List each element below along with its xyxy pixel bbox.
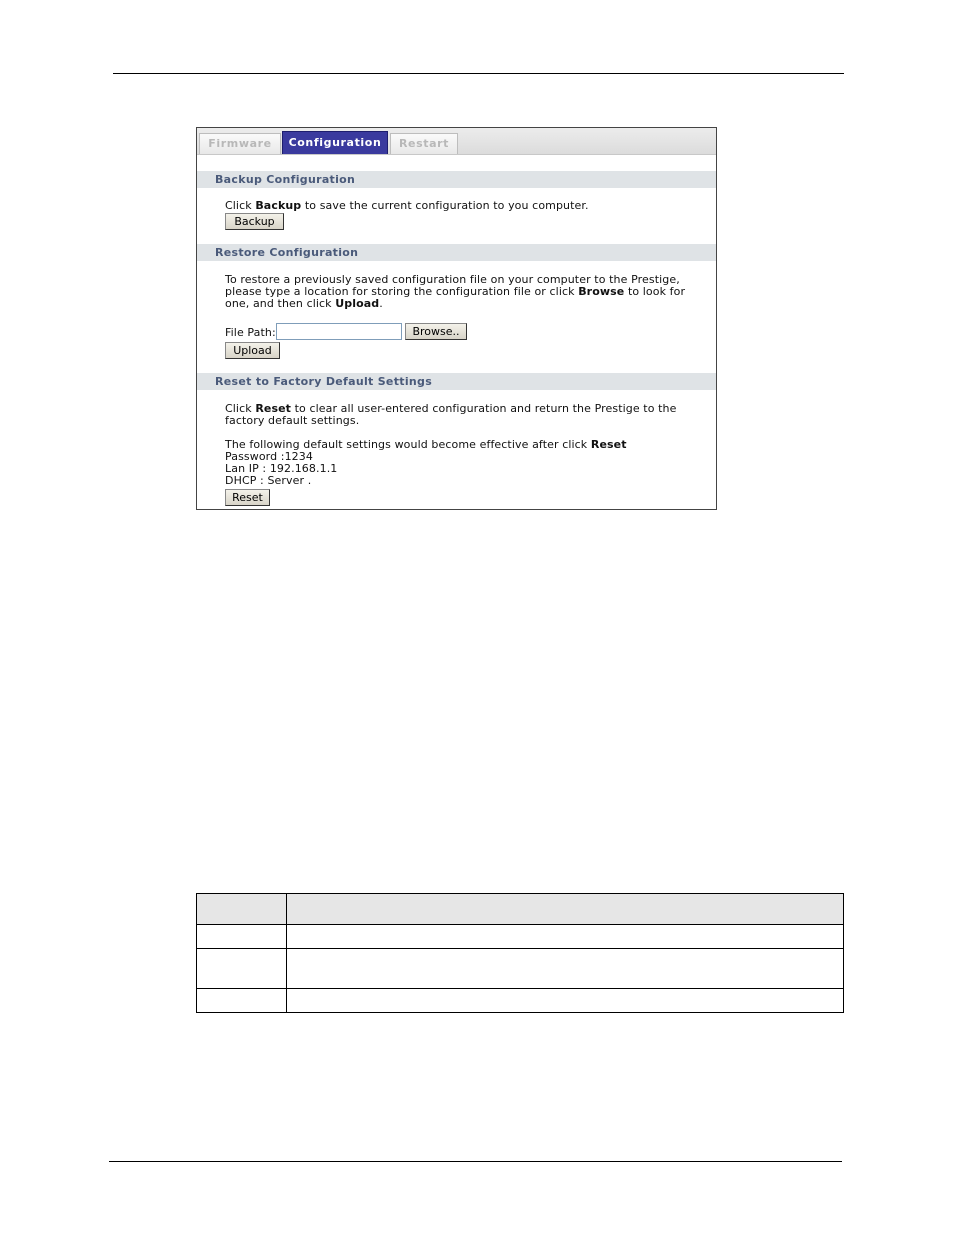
tab-restart[interactable]: Restart <box>390 133 458 154</box>
description-table <box>196 893 844 1013</box>
browse-button[interactable]: Browse.. <box>405 323 467 340</box>
restore-instructions-line3: one, and then click Upload. <box>225 297 383 310</box>
table-row <box>197 989 844 1013</box>
default-dhcp: DHCP : Server . <box>225 474 312 487</box>
configuration-screenshot <box>196 127 717 510</box>
restore-instructions-line2: please type a location for storing the configuration file or click Browse to look for <box>225 285 686 298</box>
tab-configuration[interactable]: Configuration <box>282 131 388 154</box>
default-lan-ip: Lan IP : 192.168.1.1 <box>225 462 338 475</box>
tab-bar <box>197 128 716 155</box>
table-header-cell <box>287 894 844 925</box>
default-password: Password :1234 <box>225 450 313 463</box>
table-row <box>197 949 844 989</box>
tab-firmware[interactable]: Firmware <box>199 133 281 154</box>
table-header-cell <box>197 894 287 925</box>
table-row <box>197 925 844 949</box>
header-rule <box>113 73 844 74</box>
backup-instructions: Click Backup to save the current configuration to you computer. <box>225 199 589 212</box>
reset-defaults-intro: The following default settings would become effective after click Reset <box>225 438 627 451</box>
table-cell <box>197 989 287 1013</box>
footer-rule <box>109 1161 842 1162</box>
table-cell <box>287 989 844 1013</box>
table-cell <box>197 949 287 989</box>
restore-instructions-line1: To restore a previously saved configuration file on your computer to the Prestige, <box>225 273 680 286</box>
table-cell <box>197 925 287 949</box>
restore-section-heading: Restore Configuration <box>197 244 716 261</box>
table-header-row <box>197 894 844 925</box>
file-path-input[interactable] <box>276 323 402 340</box>
reset-instructions-line2: factory default settings. <box>225 414 360 427</box>
backup-section-heading: Backup Configuration <box>197 171 716 188</box>
file-path-label: File Path: <box>225 326 276 339</box>
reset-section-heading: Reset to Factory Default Settings <box>197 373 716 390</box>
reset-button[interactable]: Reset <box>225 489 270 506</box>
backup-button[interactable]: Backup <box>225 213 284 230</box>
table-cell <box>287 949 844 989</box>
reset-instructions-line1: Click Reset to clear all user-entered configuration and return the Prestige to the <box>225 402 677 415</box>
table-cell <box>287 925 844 949</box>
upload-button[interactable]: Upload <box>225 342 280 359</box>
